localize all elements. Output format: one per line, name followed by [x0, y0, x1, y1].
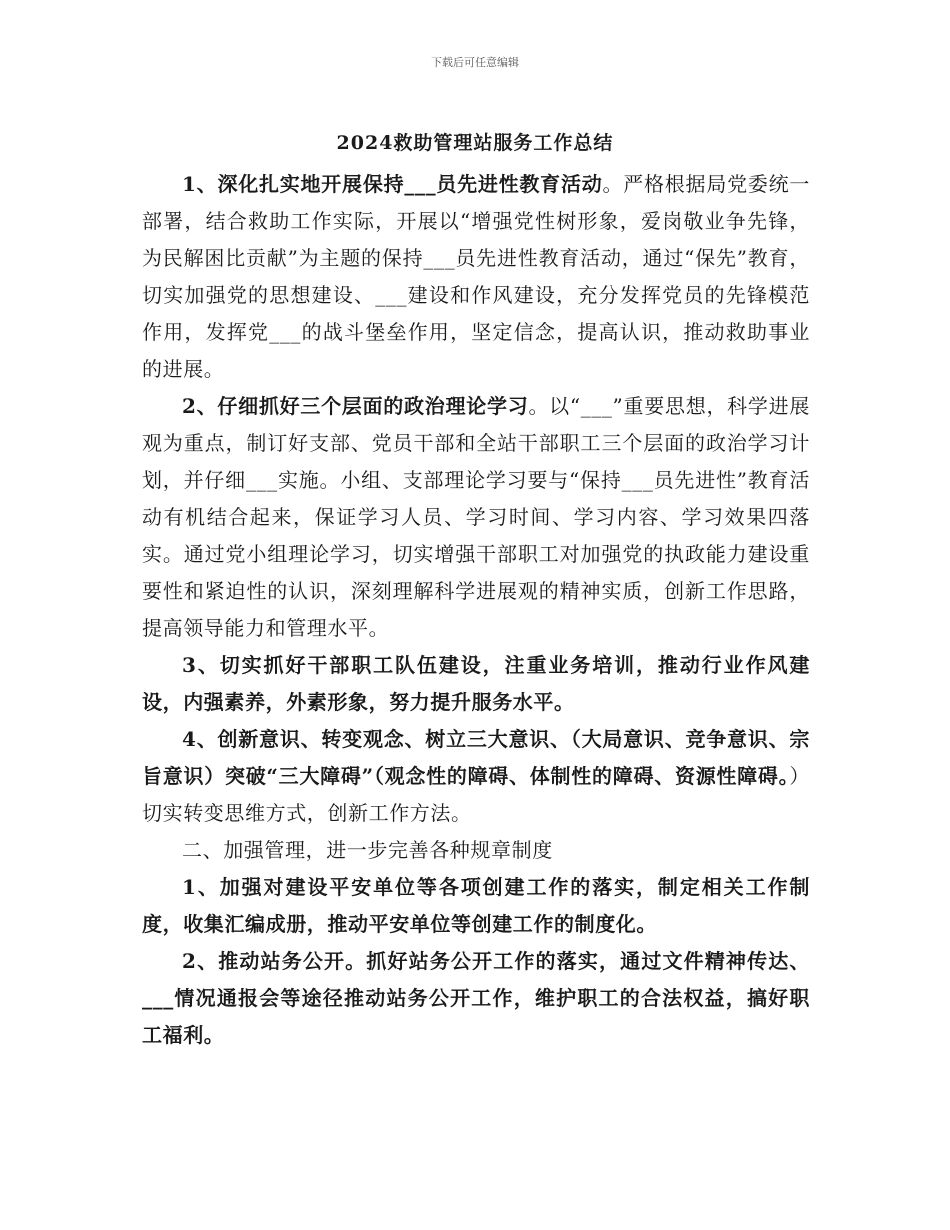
paragraph-4-heading: 4、创新意识、转变观念、树立三大意识、（大局意识、竞争意识、宗旨意识）突破“三大障碍”（观念性的障碍、体制性的障碍、资源性障碍。 [142, 727, 810, 788]
paragraph-4-text: ）切实转变思维方式，创新工作方法。 [142, 764, 810, 825]
paragraph-6 [142, 943, 810, 1054]
section-heading-2-text: 二、加强管理，进一步完善各种规章制度 [182, 838, 553, 862]
paragraph-3-heading: 3、切实抓好干部职工队伍建设，注重业务培训，推动行业作风建设，内强素养，外素形象，努力提升服务水平。 [142, 653, 810, 714]
paragraph-4 [142, 721, 810, 832]
paragraph-1-heading: 1、深化扎实地开展保持___员先进性教育活动 [182, 172, 603, 196]
paragraph-2-text: 。以“___”重要思想，科学进展观为重点，制订好支部、党员干部和全站干部职工三个层面的政治学习计划，并仔细___实施。小组、支部理论学习要与“保持___员先进性”教育活动有机结合起来，保证学习人员、学习时间、学习内容、学习效果四落实。通过党小组理论学习，切实增强干部职工对加强党的执政能力建设重要性和紧迫性的认识，深刻理解科学进展观的精神实质，创新工作思路，提高领导能力和管理水平。 [142, 394, 810, 640]
page-header: 下载后可任意编辑 [431, 56, 519, 69]
paragraph-2-heading: 2、仔细抓好三个层面的政治理论学习 [182, 394, 529, 418]
paragraph-3 [142, 647, 810, 721]
paragraph-1-text: 。严格根据局党委统一部署，结合救助工作实际，开展以“增强党性树形象，爱岗敬业争先锋，为民解困比贡献”为主题的保持___员先进性教育活动，通过“保先”教育，切实加强党的思想建设、___建设和作风建设，充分发挥党员的先锋模范作用，发挥党___的战斗堡垒作用，坚定信念，提高认识，推动救助事业的进展。 [142, 172, 810, 381]
paragraph-5 [142, 869, 810, 943]
paragraph-2 [142, 388, 810, 647]
document-title: 2024救助管理站服务工作总结 [336, 132, 614, 154]
document-body [142, 166, 810, 1054]
section-heading-2 [142, 832, 810, 869]
paragraph-1 [142, 166, 810, 388]
paragraph-6-heading: 2、推动站务公开。抓好站务公开工作的落实，通过文件精神传达、___情况通报会等途径推动站务公开工作，维护职工的合法权益，搞好职工福利。 [142, 949, 810, 1047]
paragraph-5-heading: 1、加强对建设平安单位等各项创建工作的落实，制定相关工作制度，收集汇编成册，推动平安单位等创建工作的制度化。 [142, 875, 810, 936]
